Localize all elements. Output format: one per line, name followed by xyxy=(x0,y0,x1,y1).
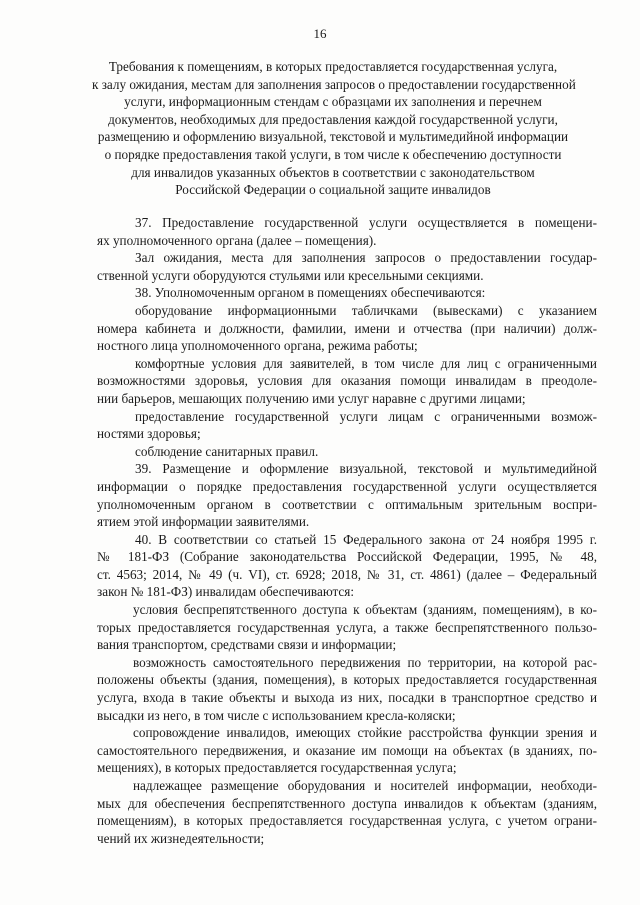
text-line: оборудование информационными табличками (вывесками) с указанием xyxy=(135,302,597,318)
paragraph-signage xyxy=(97,302,597,355)
heading-line: размещению и оформлению визуальной, текстовой и мультимедийной информации xyxy=(97,129,569,145)
text-line: чений их жизнедеятельности; xyxy=(97,830,265,846)
text-line: закон № 181-ФЗ) инвалидам обеспечиваются: xyxy=(97,584,355,600)
paragraph-limited-health xyxy=(97,408,597,443)
paragraph-sanitary xyxy=(97,443,597,461)
paragraph-escort xyxy=(97,724,597,777)
text-line: 37. Предоставление государственной услуги осуществляется в помещени- xyxy=(135,215,597,230)
text-line: 38. Уполномоченным органом в помещениях обеспечиваются: xyxy=(135,285,486,301)
text-line: 40. В соответствии со статьей 15 Федерального закона от 24 ноября 1995 г. xyxy=(135,531,597,547)
heading-line: документов, необходимых для предоставления каждой государственной услуги, xyxy=(108,111,558,127)
text-line: ностного лица уполномоченного органа, режима работы; xyxy=(97,338,418,354)
text-line: № 181-ФЗ (Собрание законодательства Российской Федерации, 1995, № 48, xyxy=(97,549,597,565)
section-heading xyxy=(92,58,574,199)
text-line: комфортные условия для заявителей, в том числе для лиц с ограниченными xyxy=(135,355,597,371)
text-line: ст. 4563; 2014, № 49 (ч. VI), ст. 6928; 2018, № 31, ст. 4861) (далее – Федеральный xyxy=(97,566,597,582)
heading-line: услуги, информационным стендам с образцами их заполнения и перечнем xyxy=(124,94,542,110)
text-line: условия беспрепятственного доступа к объектам (зданиям, помещениям), в ко- xyxy=(133,602,597,618)
text-line: 39. Размещение и оформление визуальной, текстовой и мультимедийной xyxy=(135,461,597,477)
text-line: сопровождение инвалидов, имеющих стойкие расстройства функции зрения и xyxy=(133,725,597,741)
text-line: мещениях), в которых предоставляется государственная услуга; xyxy=(97,760,457,776)
text-line: ностями здоровья; xyxy=(97,426,201,442)
heading-line: о порядке предоставления такой услуги, в том числе к обеспечению доступности xyxy=(104,146,562,162)
text-line: торых предоставляется государственная услуга, а также беспрепятственного пользо- xyxy=(97,619,597,635)
text-line: услуга, входа в такие объекты и выхода из них, посадки в транспортное средство и xyxy=(97,690,597,706)
heading-line: для инвалидов указанных объектов в соответствии с законодательством xyxy=(131,164,535,180)
text-line: номера кабинета и должности, фамилии, имени и отчества (при наличии) долж- xyxy=(97,320,597,336)
text-line: Зал ожидания, места для заполнения запросов о предоставлении государ- xyxy=(135,250,597,266)
paragraph-38 xyxy=(97,284,597,302)
text-line: вания транспортом, средствами связи и информации; xyxy=(97,637,397,653)
text-line: положены объекты (здания, помещения), в которых предоставляется государственная xyxy=(97,672,597,688)
text-line: ятием этой информации заявителями. xyxy=(97,514,310,530)
text-line: высадки из него, в том числе с использованием кресла-коляски; xyxy=(97,707,456,723)
text-line: помещениям), в которых предоставляется государственная услуга, с учетом ограни- xyxy=(97,813,597,829)
heading-line: Российской Федерации о социальной защите инвалидов xyxy=(175,182,491,198)
paragraph-37 xyxy=(97,214,597,249)
paragraph-comfort xyxy=(97,355,597,408)
text-line: возможностями здоровья, условия для оказания помощи инвалидам в преодоле- xyxy=(97,373,597,389)
text-line: нии барьеров, мешающих получению ими услуг наравне с другими лицами; xyxy=(97,390,526,406)
paragraph-access-conditions xyxy=(97,601,597,654)
text-line: уполномоченным органом в соответствии с оптимальным зрительным воспри- xyxy=(97,496,597,512)
heading-line: Требования к помещениям, в которых предоставляется государственная услуга, xyxy=(108,59,558,74)
text-line: предоставление государственной услуги лицам с ограниченными возмож- xyxy=(135,408,597,424)
text-line: соблюдение санитарных правил. xyxy=(135,443,319,459)
text-line: надлежащее размещение оборудования и носителей информации, необходи- xyxy=(133,778,597,793)
paragraph-40 xyxy=(97,531,597,601)
heading-line: к залу ожидания, местам для заполнения запросов о предоставлении государственной xyxy=(92,76,576,92)
paragraph-equipment xyxy=(97,777,597,847)
paragraph-waiting-hall xyxy=(97,249,597,284)
text-line: возможность самостоятельного передвижения по территории, на которой рас- xyxy=(133,654,597,670)
text-line: ственной услуги оборудуются стульями или кресельными секциями. xyxy=(97,267,484,283)
text-line: самостоятельного передвижения, и оказание им помощи на объектах (в зданиях, по- xyxy=(97,742,597,758)
text-line: мых для обеспечения беспрепятственного доступа инвалидов к объектам (зданиям, xyxy=(97,795,597,811)
paragraph-39 xyxy=(97,460,597,530)
paragraph-movement xyxy=(97,654,597,724)
text-line: информации о порядке предоставления государственной услуги осуществляется xyxy=(97,478,597,494)
text-line: ях уполномоченного органа (далее – помещения). xyxy=(97,232,377,248)
document-body xyxy=(97,214,597,847)
page-number: 16 xyxy=(313,26,327,41)
